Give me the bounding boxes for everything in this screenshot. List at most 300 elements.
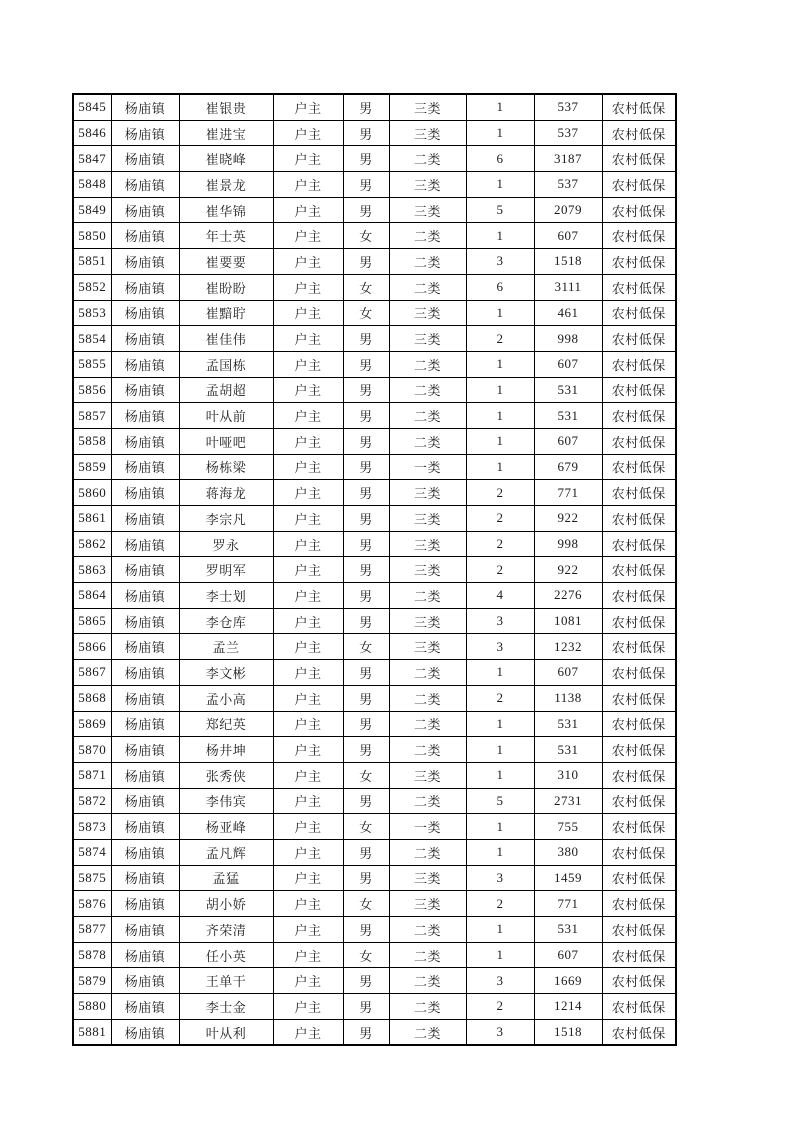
name-cell: 孟小高 — [179, 685, 273, 711]
family-members-cell: 1 — [466, 377, 534, 403]
table-row — [73, 428, 676, 454]
subsidy-amount-cell: 1518 — [534, 1019, 602, 1045]
relation-to-head-cell: 户主 — [273, 737, 343, 763]
subsidy-amount-cell: 461 — [534, 300, 602, 326]
name-cell: 叶哑吧 — [179, 428, 273, 454]
gender-cell: 男 — [343, 428, 389, 454]
serial-number-cell: 5873 — [73, 814, 111, 840]
relation-to-head-cell: 户主 — [273, 891, 343, 917]
assistance-type-cell: 农村低保 — [602, 917, 676, 943]
town-cell: 杨庙镇 — [111, 583, 179, 609]
family-members-cell: 2 — [466, 531, 534, 557]
family-members-cell: 1 — [466, 403, 534, 429]
assistance-type-cell: 农村低保 — [602, 942, 676, 968]
table-row — [73, 814, 676, 840]
assistance-type-cell: 农村低保 — [602, 94, 676, 120]
gender-cell: 女 — [343, 300, 389, 326]
category-cell: 三类 — [389, 172, 466, 198]
subsidy-amount-cell: 607 — [534, 428, 602, 454]
category-cell: 二类 — [389, 377, 466, 403]
gender-cell: 男 — [343, 608, 389, 634]
serial-number-cell: 5875 — [73, 865, 111, 891]
subsidy-amount-cell: 771 — [534, 891, 602, 917]
gender-cell: 男 — [343, 994, 389, 1020]
subsidy-amount-cell: 531 — [534, 737, 602, 763]
gender-cell: 男 — [343, 480, 389, 506]
subsidy-amount-cell: 755 — [534, 814, 602, 840]
relation-to-head-cell: 户主 — [273, 94, 343, 120]
category-cell: 二类 — [389, 788, 466, 814]
gender-cell: 男 — [343, 711, 389, 737]
assistance-type-cell: 农村低保 — [602, 968, 676, 994]
town-cell: 杨庙镇 — [111, 762, 179, 788]
relation-to-head-cell: 户主 — [273, 172, 343, 198]
name-cell: 李士金 — [179, 994, 273, 1020]
table-row — [73, 223, 676, 249]
gender-cell: 女 — [343, 891, 389, 917]
table-row — [73, 762, 676, 788]
assistance-type-cell: 农村低保 — [602, 891, 676, 917]
town-cell: 杨庙镇 — [111, 814, 179, 840]
subsidy-amount-cell: 922 — [534, 506, 602, 532]
relation-to-head-cell: 户主 — [273, 583, 343, 609]
name-cell: 年士英 — [179, 223, 273, 249]
name-cell: 胡小娇 — [179, 891, 273, 917]
family-members-cell: 1 — [466, 660, 534, 686]
assistance-type-cell: 农村低保 — [602, 377, 676, 403]
family-members-cell: 1 — [466, 428, 534, 454]
gender-cell: 男 — [343, 660, 389, 686]
serial-number-cell: 5870 — [73, 737, 111, 763]
subsidy-amount-cell: 1232 — [534, 634, 602, 660]
assistance-type-cell: 农村低保 — [602, 994, 676, 1020]
town-cell: 杨庙镇 — [111, 300, 179, 326]
relation-to-head-cell: 户主 — [273, 146, 343, 172]
assistance-type-cell: 农村低保 — [602, 351, 676, 377]
town-cell: 杨庙镇 — [111, 557, 179, 583]
family-members-cell: 2 — [466, 891, 534, 917]
town-cell: 杨庙镇 — [111, 531, 179, 557]
name-cell: 张秀侠 — [179, 762, 273, 788]
category-cell: 二类 — [389, 583, 466, 609]
relation-to-head-cell: 户主 — [273, 480, 343, 506]
serial-number-cell: 5880 — [73, 994, 111, 1020]
category-cell: 二类 — [389, 274, 466, 300]
gender-cell: 女 — [343, 814, 389, 840]
assistance-type-cell: 农村低保 — [602, 249, 676, 275]
name-cell: 任小英 — [179, 942, 273, 968]
assistance-type-cell: 农村低保 — [602, 403, 676, 429]
subsidy-amount-cell: 531 — [534, 917, 602, 943]
gender-cell: 男 — [343, 120, 389, 146]
serial-number-cell: 5858 — [73, 428, 111, 454]
subsidy-amount-cell: 531 — [534, 711, 602, 737]
town-cell: 杨庙镇 — [111, 274, 179, 300]
gender-cell: 女 — [343, 762, 389, 788]
subsidy-amount-cell: 537 — [534, 120, 602, 146]
name-cell: 崔佳伟 — [179, 326, 273, 352]
relation-to-head-cell: 户主 — [273, 762, 343, 788]
relation-to-head-cell: 户主 — [273, 660, 343, 686]
assistance-type-cell: 农村低保 — [602, 454, 676, 480]
gender-cell: 男 — [343, 172, 389, 198]
family-members-cell: 2 — [466, 685, 534, 711]
serial-number-cell: 5872 — [73, 788, 111, 814]
town-cell: 杨庙镇 — [111, 403, 179, 429]
town-cell: 杨庙镇 — [111, 685, 179, 711]
category-cell: 二类 — [389, 223, 466, 249]
serial-number-cell: 5878 — [73, 942, 111, 968]
subsidy-amount-cell: 607 — [534, 942, 602, 968]
gender-cell: 男 — [343, 326, 389, 352]
assistance-type-cell: 农村低保 — [602, 172, 676, 198]
serial-number-cell: 5879 — [73, 968, 111, 994]
table-row — [73, 608, 676, 634]
table-row — [73, 197, 676, 223]
subsidy-amount-cell: 2276 — [534, 583, 602, 609]
name-cell: 王单干 — [179, 968, 273, 994]
gender-cell: 男 — [343, 968, 389, 994]
subsidy-amount-cell: 1138 — [534, 685, 602, 711]
family-members-cell: 3 — [466, 968, 534, 994]
family-members-cell: 6 — [466, 146, 534, 172]
relation-to-head-cell: 户主 — [273, 994, 343, 1020]
town-cell: 杨庙镇 — [111, 223, 179, 249]
table-row — [73, 480, 676, 506]
subsidy-amount-cell: 2079 — [534, 197, 602, 223]
category-cell: 三类 — [389, 506, 466, 532]
category-cell: 三类 — [389, 557, 466, 583]
subsidy-amount-cell: 537 — [534, 172, 602, 198]
name-cell: 李仓库 — [179, 608, 273, 634]
relation-to-head-cell: 户主 — [273, 839, 343, 865]
category-cell: 二类 — [389, 146, 466, 172]
serial-number-cell: 5881 — [73, 1019, 111, 1045]
family-members-cell: 1 — [466, 814, 534, 840]
category-cell: 二类 — [389, 403, 466, 429]
assistance-type-cell: 农村低保 — [602, 839, 676, 865]
serial-number-cell: 5865 — [73, 608, 111, 634]
subsidy-amount-cell: 1214 — [534, 994, 602, 1020]
town-cell: 杨庙镇 — [111, 1019, 179, 1045]
table-row — [73, 634, 676, 660]
assistance-type-cell: 农村低保 — [602, 326, 676, 352]
category-cell: 二类 — [389, 660, 466, 686]
town-cell: 杨庙镇 — [111, 480, 179, 506]
relation-to-head-cell: 户主 — [273, 300, 343, 326]
name-cell: 崔景龙 — [179, 172, 273, 198]
gender-cell: 男 — [343, 94, 389, 120]
table-row — [73, 865, 676, 891]
table-row — [73, 403, 676, 429]
assistance-type-cell: 农村低保 — [602, 865, 676, 891]
gender-cell: 男 — [343, 737, 389, 763]
relation-to-head-cell: 户主 — [273, 814, 343, 840]
subsidy-amount-cell: 537 — [534, 94, 602, 120]
relation-to-head-cell: 户主 — [273, 942, 343, 968]
gender-cell: 女 — [343, 274, 389, 300]
subsidy-amount-cell: 607 — [534, 223, 602, 249]
town-cell: 杨庙镇 — [111, 839, 179, 865]
name-cell: 叶从利 — [179, 1019, 273, 1045]
serial-number-cell: 5846 — [73, 120, 111, 146]
family-members-cell: 2 — [466, 506, 534, 532]
serial-number-cell: 5877 — [73, 917, 111, 943]
assistance-type-cell: 农村低保 — [602, 120, 676, 146]
gender-cell: 男 — [343, 506, 389, 532]
gender-cell: 女 — [343, 942, 389, 968]
category-cell: 三类 — [389, 300, 466, 326]
name-cell: 杨井坤 — [179, 737, 273, 763]
category-cell: 二类 — [389, 685, 466, 711]
name-cell: 蒋海龙 — [179, 480, 273, 506]
relation-to-head-cell: 户主 — [273, 1019, 343, 1045]
relation-to-head-cell: 户主 — [273, 917, 343, 943]
category-cell: 三类 — [389, 891, 466, 917]
assistance-type-cell: 农村低保 — [602, 608, 676, 634]
subsidy-amount-cell: 310 — [534, 762, 602, 788]
name-cell: 崔华锦 — [179, 197, 273, 223]
relation-to-head-cell: 户主 — [273, 634, 343, 660]
table-row — [73, 968, 676, 994]
table-row — [73, 994, 676, 1020]
serial-number-cell: 5851 — [73, 249, 111, 275]
town-cell: 杨庙镇 — [111, 377, 179, 403]
assistance-type-cell: 农村低保 — [602, 788, 676, 814]
town-cell: 杨庙镇 — [111, 249, 179, 275]
name-cell: 孟兰 — [179, 634, 273, 660]
table-row — [73, 917, 676, 943]
subsidy-amount-cell: 679 — [534, 454, 602, 480]
name-cell: 孟胡超 — [179, 377, 273, 403]
subsidy-amount-cell: 531 — [534, 377, 602, 403]
family-members-cell: 1 — [466, 917, 534, 943]
subsidy-amount-cell: 1669 — [534, 968, 602, 994]
town-cell: 杨庙镇 — [111, 172, 179, 198]
relation-to-head-cell: 户主 — [273, 531, 343, 557]
table-row — [73, 788, 676, 814]
name-cell: 叶从前 — [179, 403, 273, 429]
table-row — [73, 891, 676, 917]
family-members-cell: 2 — [466, 480, 534, 506]
name-cell: 崔要要 — [179, 249, 273, 275]
assistance-type-cell: 农村低保 — [602, 300, 676, 326]
relation-to-head-cell: 户主 — [273, 608, 343, 634]
family-members-cell: 1 — [466, 351, 534, 377]
name-cell: 李士划 — [179, 583, 273, 609]
subsidy-amount-cell: 380 — [534, 839, 602, 865]
welfare-roster-table — [72, 93, 677, 1046]
name-cell: 杨栋梁 — [179, 454, 273, 480]
name-cell: 杨亚峰 — [179, 814, 273, 840]
serial-number-cell: 5853 — [73, 300, 111, 326]
assistance-type-cell: 农村低保 — [602, 711, 676, 737]
family-members-cell: 1 — [466, 120, 534, 146]
relation-to-head-cell: 户主 — [273, 274, 343, 300]
town-cell: 杨庙镇 — [111, 197, 179, 223]
town-cell: 杨庙镇 — [111, 506, 179, 532]
category-cell: 三类 — [389, 120, 466, 146]
relation-to-head-cell: 户主 — [273, 223, 343, 249]
relation-to-head-cell: 户主 — [273, 865, 343, 891]
gender-cell: 男 — [343, 454, 389, 480]
gender-cell: 男 — [343, 788, 389, 814]
category-cell: 二类 — [389, 737, 466, 763]
serial-number-cell: 5874 — [73, 839, 111, 865]
assistance-type-cell: 农村低保 — [602, 197, 676, 223]
serial-number-cell: 5847 — [73, 146, 111, 172]
gender-cell: 女 — [343, 223, 389, 249]
relation-to-head-cell: 户主 — [273, 351, 343, 377]
category-cell: 二类 — [389, 942, 466, 968]
assistance-type-cell: 农村低保 — [602, 814, 676, 840]
family-members-cell: 3 — [466, 249, 534, 275]
assistance-type-cell: 农村低保 — [602, 1019, 676, 1045]
family-members-cell: 2 — [466, 326, 534, 352]
table-row — [73, 942, 676, 968]
serial-number-cell: 5854 — [73, 326, 111, 352]
subsidy-amount-cell: 3187 — [534, 146, 602, 172]
family-members-cell: 6 — [466, 274, 534, 300]
category-cell: 二类 — [389, 839, 466, 865]
gender-cell: 男 — [343, 249, 389, 275]
relation-to-head-cell: 户主 — [273, 506, 343, 532]
serial-number-cell: 5871 — [73, 762, 111, 788]
subsidy-amount-cell: 998 — [534, 531, 602, 557]
category-cell: 二类 — [389, 917, 466, 943]
table-row — [73, 454, 676, 480]
category-cell: 三类 — [389, 480, 466, 506]
gender-cell: 男 — [343, 197, 389, 223]
town-cell: 杨庙镇 — [111, 660, 179, 686]
town-cell: 杨庙镇 — [111, 428, 179, 454]
town-cell: 杨庙镇 — [111, 891, 179, 917]
family-members-cell: 1 — [466, 711, 534, 737]
serial-number-cell: 5860 — [73, 480, 111, 506]
subsidy-amount-cell: 607 — [534, 351, 602, 377]
gender-cell: 男 — [343, 146, 389, 172]
relation-to-head-cell: 户主 — [273, 326, 343, 352]
serial-number-cell: 5848 — [73, 172, 111, 198]
name-cell: 孟国栋 — [179, 351, 273, 377]
assistance-type-cell: 农村低保 — [602, 531, 676, 557]
subsidy-amount-cell: 2731 — [534, 788, 602, 814]
assistance-type-cell: 农村低保 — [602, 506, 676, 532]
town-cell: 杨庙镇 — [111, 120, 179, 146]
table-row — [73, 557, 676, 583]
subsidy-amount-cell: 1518 — [534, 249, 602, 275]
gender-cell: 男 — [343, 351, 389, 377]
name-cell: 李文彬 — [179, 660, 273, 686]
serial-number-cell: 5868 — [73, 685, 111, 711]
family-members-cell: 5 — [466, 197, 534, 223]
name-cell: 李宗凡 — [179, 506, 273, 532]
town-cell: 杨庙镇 — [111, 994, 179, 1020]
assistance-type-cell: 农村低保 — [602, 762, 676, 788]
relation-to-head-cell: 户主 — [273, 454, 343, 480]
table-row — [73, 351, 676, 377]
serial-number-cell: 5866 — [73, 634, 111, 660]
family-members-cell: 3 — [466, 608, 534, 634]
assistance-type-cell: 农村低保 — [602, 223, 676, 249]
name-cell: 崔银贵 — [179, 94, 273, 120]
family-members-cell: 3 — [466, 634, 534, 660]
relation-to-head-cell: 户主 — [273, 968, 343, 994]
town-cell: 杨庙镇 — [111, 608, 179, 634]
serial-number-cell: 5863 — [73, 557, 111, 583]
relation-to-head-cell: 户主 — [273, 788, 343, 814]
gender-cell: 男 — [343, 557, 389, 583]
town-cell: 杨庙镇 — [111, 326, 179, 352]
assistance-type-cell: 农村低保 — [602, 557, 676, 583]
relation-to-head-cell: 户主 — [273, 403, 343, 429]
subsidy-amount-cell: 1081 — [534, 608, 602, 634]
table-row — [73, 737, 676, 763]
category-cell: 二类 — [389, 968, 466, 994]
serial-number-cell: 5862 — [73, 531, 111, 557]
name-cell: 崔盼盼 — [179, 274, 273, 300]
assistance-type-cell: 农村低保 — [602, 583, 676, 609]
subsidy-amount-cell: 531 — [534, 403, 602, 429]
category-cell: 三类 — [389, 197, 466, 223]
category-cell: 二类 — [389, 351, 466, 377]
category-cell: 三类 — [389, 94, 466, 120]
subsidy-amount-cell: 1459 — [534, 865, 602, 891]
gender-cell: 男 — [343, 583, 389, 609]
category-cell: 二类 — [389, 1019, 466, 1045]
family-members-cell: 1 — [466, 172, 534, 198]
name-cell: 孟凡辉 — [179, 839, 273, 865]
serial-number-cell: 5861 — [73, 506, 111, 532]
gender-cell: 男 — [343, 917, 389, 943]
table-row — [73, 326, 676, 352]
serial-number-cell: 5855 — [73, 351, 111, 377]
category-cell: 三类 — [389, 326, 466, 352]
town-cell: 杨庙镇 — [111, 942, 179, 968]
gender-cell: 女 — [343, 634, 389, 660]
category-cell: 三类 — [389, 634, 466, 660]
assistance-type-cell: 农村低保 — [602, 146, 676, 172]
family-members-cell: 2 — [466, 557, 534, 583]
relation-to-head-cell: 户主 — [273, 197, 343, 223]
name-cell: 崔黯聍 — [179, 300, 273, 326]
category-cell: 三类 — [389, 531, 466, 557]
gender-cell: 男 — [343, 1019, 389, 1045]
serial-number-cell: 5849 — [73, 197, 111, 223]
town-cell: 杨庙镇 — [111, 968, 179, 994]
gender-cell: 男 — [343, 839, 389, 865]
assistance-type-cell: 农村低保 — [602, 685, 676, 711]
gender-cell: 男 — [343, 403, 389, 429]
name-cell: 崔进宝 — [179, 120, 273, 146]
table-row — [73, 839, 676, 865]
serial-number-cell: 5850 — [73, 223, 111, 249]
category-cell: 三类 — [389, 608, 466, 634]
table-row — [73, 1019, 676, 1045]
family-members-cell: 1 — [466, 454, 534, 480]
serial-number-cell: 5852 — [73, 274, 111, 300]
family-members-cell: 5 — [466, 788, 534, 814]
table-row — [73, 94, 676, 120]
assistance-type-cell: 农村低保 — [602, 660, 676, 686]
name-cell: 齐荣清 — [179, 917, 273, 943]
assistance-type-cell: 农村低保 — [602, 480, 676, 506]
table-row — [73, 249, 676, 275]
category-cell: 三类 — [389, 762, 466, 788]
gender-cell: 男 — [343, 865, 389, 891]
serial-number-cell: 5856 — [73, 377, 111, 403]
name-cell: 李伟宾 — [179, 788, 273, 814]
